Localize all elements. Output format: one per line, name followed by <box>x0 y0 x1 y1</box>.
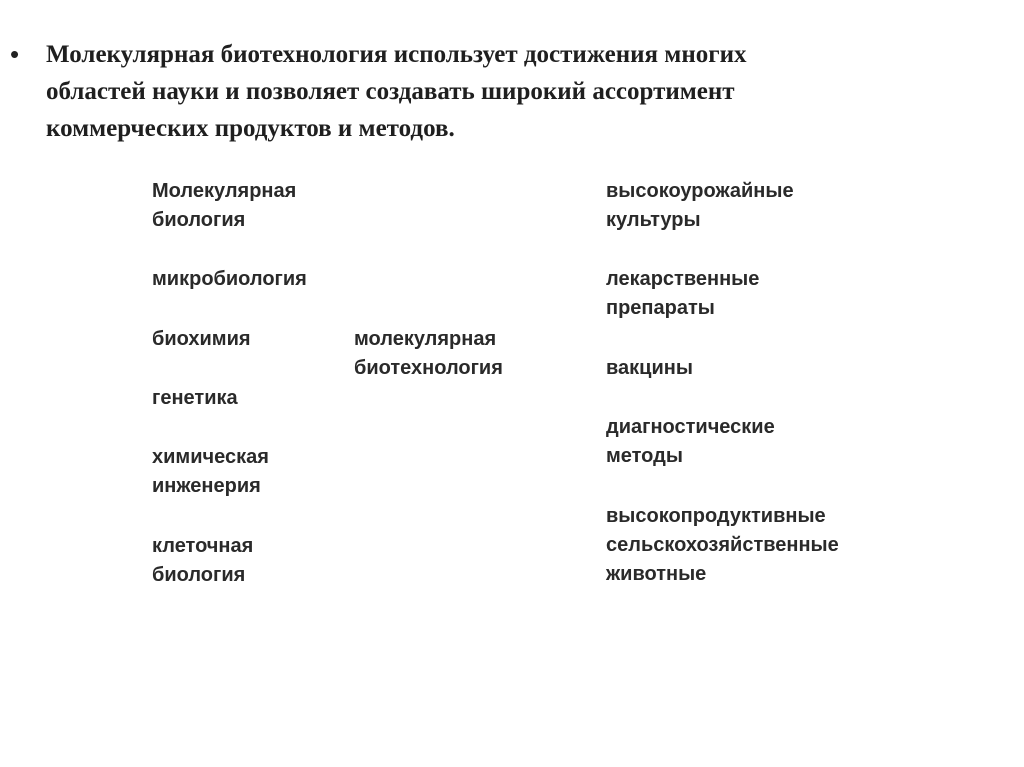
science-line: клеточная <box>152 535 254 557</box>
science-line: биология <box>152 209 246 231</box>
product-line: вакцины <box>606 357 693 379</box>
science-line: инженерия <box>152 475 261 497</box>
product-line: сельскохозяйственные <box>606 534 839 556</box>
product-item <box>606 265 759 323</box>
product-line: высокопродуктивные <box>606 505 826 527</box>
product-line: методы <box>606 445 683 467</box>
science-line: химическая <box>152 446 269 468</box>
science-line: биохимия <box>152 328 251 350</box>
product-item <box>606 354 693 383</box>
bullet-marker: • <box>10 39 20 69</box>
center-item <box>354 325 503 383</box>
heading-line: коммерческих продуктов и методов. <box>46 115 455 142</box>
product-item <box>606 413 775 471</box>
science-line: Молекулярная <box>152 180 297 202</box>
product-item <box>606 177 794 235</box>
product-line: животные <box>606 563 707 585</box>
science-item <box>152 177 296 235</box>
center-term <box>354 325 574 405</box>
product-line: диагностические <box>606 416 775 438</box>
science-line: биология <box>152 564 246 586</box>
science-item <box>152 443 269 501</box>
product-line: культуры <box>606 209 701 231</box>
science-item <box>152 384 238 413</box>
sciences-column <box>152 177 352 597</box>
science-item <box>152 325 251 354</box>
center-line: молекулярная <box>354 328 497 350</box>
product-line: лекарственные <box>606 268 760 290</box>
center-line: биотехнология <box>354 357 503 379</box>
science-item <box>152 265 307 294</box>
products-column <box>606 177 906 597</box>
science-item <box>152 532 253 590</box>
product-line: препараты <box>606 297 715 319</box>
science-line: микробиология <box>152 268 307 290</box>
product-line: высокоурожайные <box>606 180 794 202</box>
heading-line: Молекулярная биотехнология использует достижения многих <box>46 41 747 68</box>
science-line: генетика <box>152 387 238 409</box>
product-item <box>606 502 839 589</box>
slide-heading <box>46 36 876 147</box>
heading-line: областей науки и позволяет создавать широкий ассортимент <box>46 78 735 105</box>
